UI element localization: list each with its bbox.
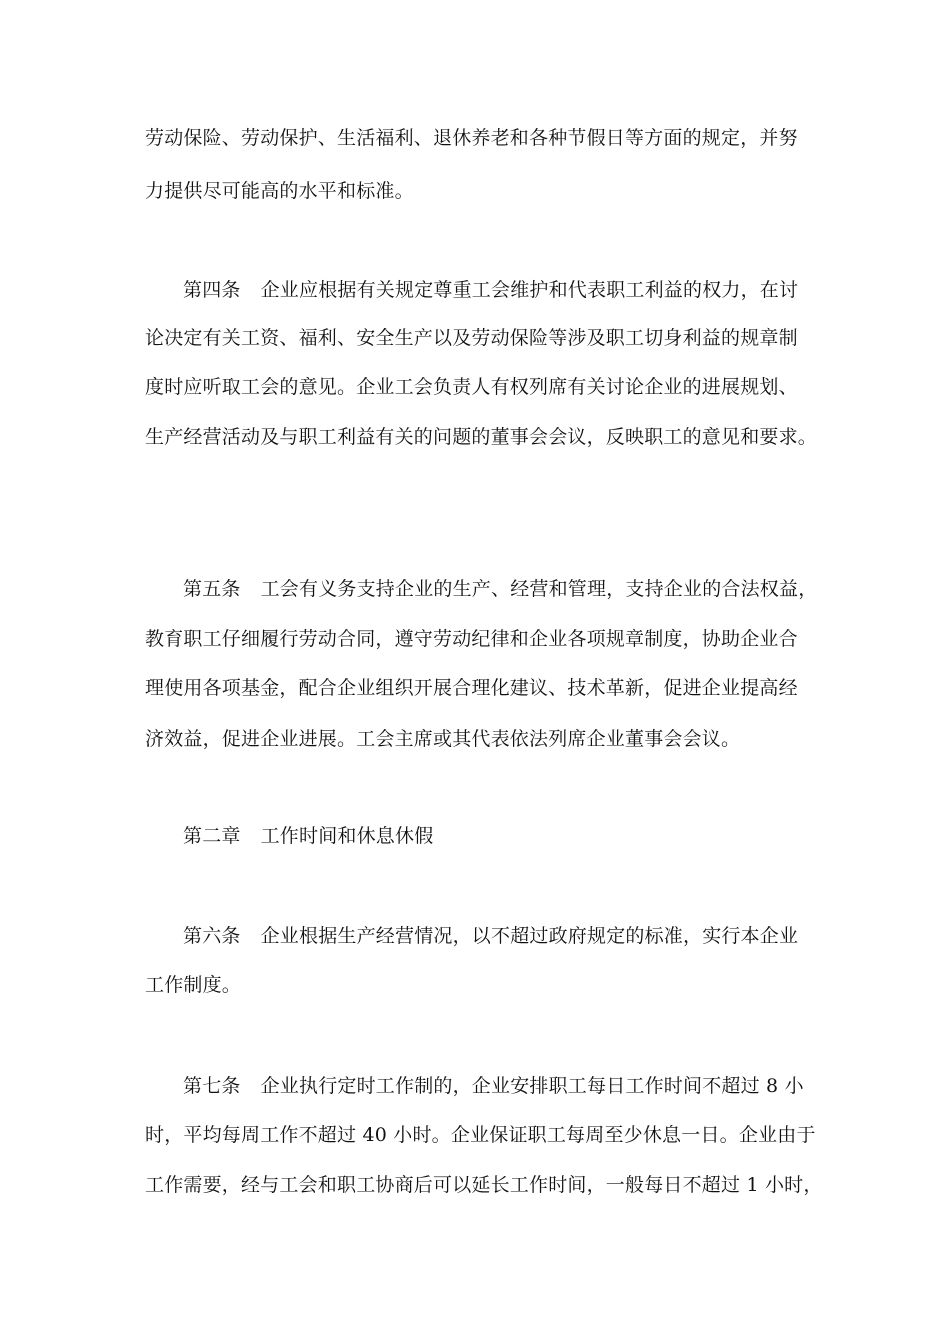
article-text: 企业执行定时工作制的，企业安排职工每日工作时间不超过 8 小 xyxy=(260,1075,804,1097)
paragraph-line: 力提供尽可能高的水平和标准。 xyxy=(145,180,414,202)
article-label: 第六条 xyxy=(183,925,241,947)
article-text: 工会有义务支持企业的生产、经营和管理，支持企业的合法权益， xyxy=(260,578,818,600)
article-5-first-line xyxy=(183,577,817,601)
article-text: 企业应根据有关规定尊重工会维护和代表职工利益的权力，在讨 xyxy=(260,279,799,301)
paragraph-line: 论决定有关工资、福利、安全生产以及劳动保险等涉及职工切身利益的规章制 xyxy=(145,327,798,349)
paragraph-line: 济效益，促进企业进展。工会主席或其代表依法列席企业董事会会议。 xyxy=(145,728,741,750)
paragraph-line: 理使用各项基金，配合企业组织开展合理化建议、技术革新，促进企业提高经 xyxy=(145,677,798,699)
paragraph-line: 度时应听取工会的意见。企业工会负责人有权列席有关讨论企业的进展规划、 xyxy=(145,376,798,398)
article-label: 第四条 xyxy=(183,279,241,301)
paragraph-line: 工作制度。 xyxy=(145,974,242,996)
paragraph-line: 生产经营活动及与职工利益有关的问题的董事会会议，反映职工的意见和要求。 xyxy=(145,426,818,448)
paragraph-line: 劳动保险、劳动保护、生活福利、退休养老和各种节假日等方面的规定，并努 xyxy=(145,127,798,149)
article-text: 企业根据生产经营情况，以不超过政府规定的标准，实行本企业 xyxy=(260,925,799,947)
chapter-label: 第二章 xyxy=(183,825,241,847)
chapter-heading xyxy=(183,824,433,848)
paragraph-line: 教育职工仔细履行劳动合同，遵守劳动纪律和企业各项规章制度，协助企业合 xyxy=(145,628,798,650)
paragraph-line: 工作需要，经与工会和职工协商后可以延长工作时间，一般每日不超过 1 小时， xyxy=(145,1174,823,1196)
article-label: 第五条 xyxy=(183,578,241,600)
article-label: 第七条 xyxy=(183,1075,241,1097)
article-4-first-line xyxy=(183,278,798,302)
article-7-first-line xyxy=(183,1074,804,1098)
paragraph-line: 时，平均每周工作不超过 40 小时。企业保证职工每周至少休息一日。企业由于 xyxy=(145,1124,816,1146)
article-6-first-line xyxy=(183,924,798,948)
chapter-title: 工作时间和休息休假 xyxy=(260,825,434,847)
